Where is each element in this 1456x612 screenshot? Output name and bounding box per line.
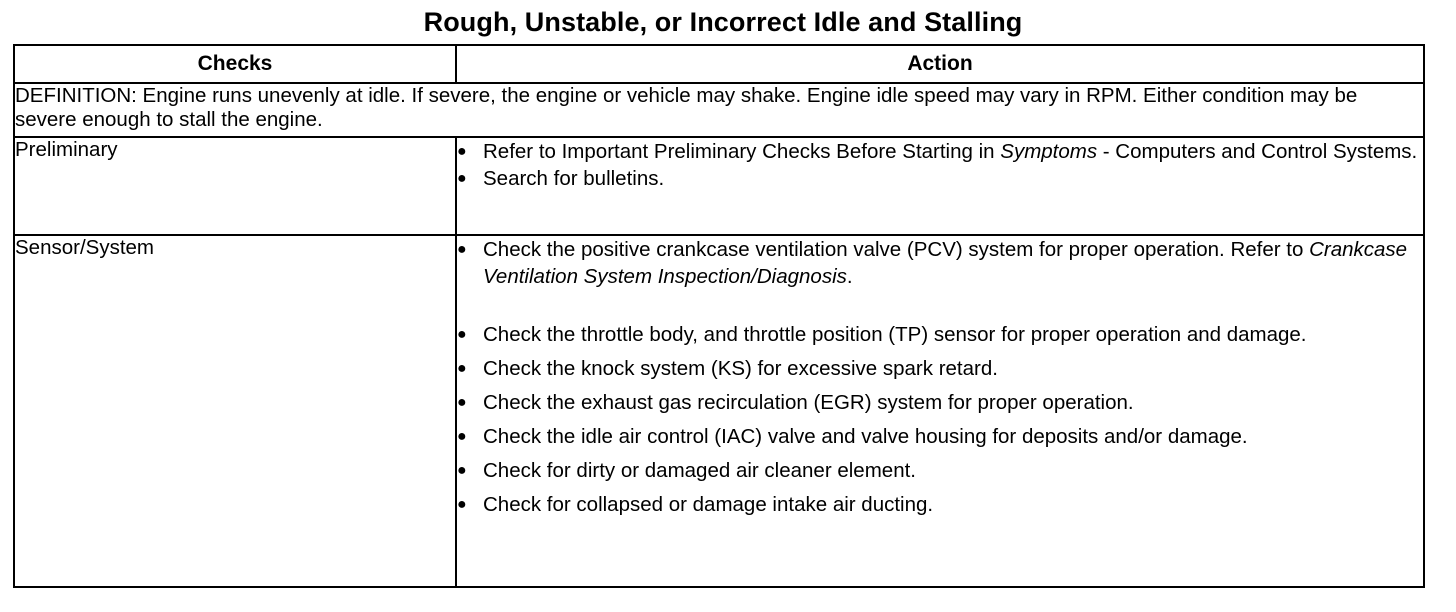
bullet-icon: ● <box>457 143 467 160</box>
bullet-icon: ● <box>457 394 467 411</box>
bullet-icon: ● <box>457 462 467 479</box>
action-cell <box>456 235 1424 587</box>
action-text: Check for collapsed or damage intake air ducting. <box>483 493 934 516</box>
page-title: Rough, Unstable, or Incorrect Idle and Stalling <box>423 7 1023 37</box>
bullet-icon: ● <box>457 428 467 445</box>
action-item <box>457 355 1423 382</box>
action-cell <box>456 137 1424 235</box>
action-text-tail: . <box>846 265 853 288</box>
action-text: Check the exhaust gas recirculation (EGR) system for proper operation. <box>483 391 1134 414</box>
action-item <box>457 491 1423 518</box>
action-item <box>457 236 1423 290</box>
action-text: Check for dirty or damaged air cleaner element. <box>483 459 916 482</box>
action-reference: Crankcase Ventilation System Inspection/Diagnosis <box>483 238 1408 288</box>
diagnosis-table <box>13 44 1425 588</box>
check-label: Preliminary <box>14 137 456 235</box>
action-text: Check the knock system (KS) for excessive spark retard. <box>483 357 998 380</box>
action-item <box>457 321 1423 348</box>
checks-column-header: Checks <box>14 45 456 83</box>
bullet-icon: ● <box>457 360 467 377</box>
action-text-tail: - Computers and Control Systems. <box>1097 140 1418 163</box>
action-reference: Symptoms <box>1000 140 1098 163</box>
action-item <box>457 165 1423 192</box>
action-item <box>457 457 1423 484</box>
action-text: Search for bulletins. <box>483 167 665 190</box>
action-column-header: Action <box>456 45 1424 83</box>
action-item <box>457 423 1423 450</box>
action-text: Check the idle air control (IAC) valve and valve housing for deposits and/or damage. <box>483 425 1248 448</box>
action-text: Check the throttle body, and throttle position (TP) sensor for proper operation and damage. <box>483 323 1307 346</box>
bullet-icon: ● <box>457 496 467 513</box>
action-text: Check the positive crankcase ventilation valve (PCV) system for proper operation. Refer to <box>483 238 1310 261</box>
table-row <box>14 137 1424 235</box>
action-item <box>457 389 1423 416</box>
bullet-icon: ● <box>457 170 467 187</box>
check-label: Sensor/System <box>14 235 456 587</box>
bullet-icon: ● <box>457 326 467 343</box>
definition-row <box>14 83 1424 137</box>
table-header-row <box>14 45 1424 83</box>
action-text: Refer to Important Preliminary Checks Before Starting in <box>483 140 1001 163</box>
table-row <box>14 235 1424 587</box>
definition-text: DEFINITION: Engine runs unevenly at idle. If severe, the engine or vehicle may shake. Engine idle speed may vary in RPM. Either condition may be severe enough to stall the engine. <box>14 83 1424 137</box>
bullet-icon: ● <box>457 241 467 258</box>
action-item <box>457 138 1423 165</box>
